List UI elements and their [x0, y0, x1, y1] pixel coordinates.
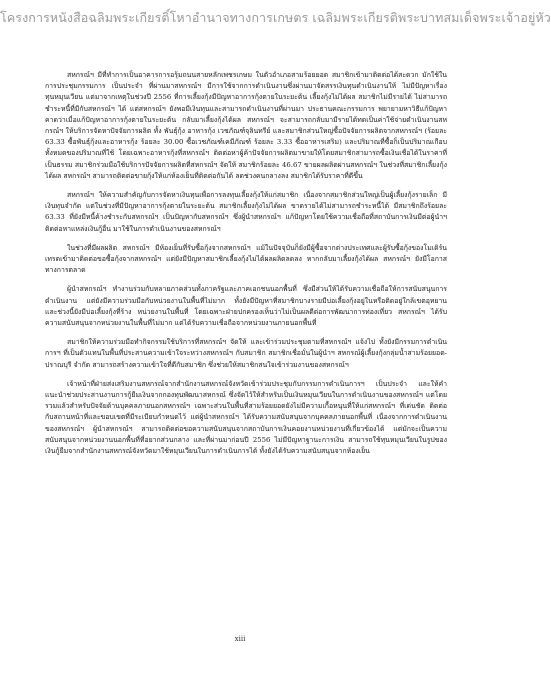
paragraph-3: ในช่วงที่มีผลผลิต สหกรณ์ฯ มีห้องเย็นที่รับซื้อกุ้งจากสหกรณ์ฯ แม้ในปัจจุบันก็ยังมีผู้ซื้อจากต่างประเทศและผู้รับซื้อกุ้งของโมเดิร์นเทรดเข้ามาติดต่อขอซื้อกุ้งจากสหกรณ์ฯ แต่ยังมีปัญหาสมาชิกเลี้ยงกุ้งไม่ได้ผลผลิตลดลง หากกลับมาเลี้ยงกุ้งได้ผล สหกรณ์ฯ ยังมีโอกาสทางการตลาด [45, 243, 447, 275]
paragraph-2: สหกรณ์ฯ ให้ความสำคัญกับการจัดหาเงินทุนเพื่อการลงทุนเลี้ยงกุ้งให้แก่สมาชิก เนื่องจากสมาชิกส่วนใหญ่เป็นผู้เลี้ยงกุ้งรายเล็ก มีเงินทุนจำกัด แต่ในช่วงที่มีปัญหาอาการกุ้งตายในระยะต้น สมาชิกเลี้ยงกุ้งไม่ได้ผล ขาดรายได้ไม่สามารถชำระหนี้ได้ มีสมาชิกถึงร้อยละ 63.33 ที่ยังมีหนี้ค้างชำระกับสหกรณ์ฯ เป็นปัญหากับสหกรณ์ฯ ซึ่งผู้นำสหกรณ์ฯ แก้ปัญหาโดยใช้ความเชื่อถือที่สถาบันการเงินมีต่อผู้นำฯ ติดต่อหาแหล่งเงินกู้อื่น มาใช้ในการดำเนินงานของสหกรณ์ฯ [45, 191, 447, 233]
body-text [45, 70, 447, 465]
paragraph-6: เจ้าหน้าที่ฝ่ายส่งเสริมงานสหกรณ์จากสำนักงานสหกรณ์จังหวัดเข้าร่วมประชุมกับกรรมการดำเนินการฯ เป็นประจำ และให้คำแนะนำช่วยประสานงานการกู้ยืมเงินจากกองทุนพัฒนาสหกรณ์ ซึ่งจัดไว้ให้สำหรับเป็นเงินหมุนเวียนในการดำเนินงานของสหกรณ์ฯ แต่โดยรวมแล้วสำหรับปัจจัยด้านบุคคลภายนอกสหกรณ์ฯ เฉพาะส่วนในพื้นที่สามร้อยยอดยังไม่มีความเกื้อหนุนที่ให้แก่สหกรณ์ฯ ที่เด่นชัด ติดต่อกับสถานหน้าที่และขอบเขตที่มีระเบียบกำหนดไว้ แต่ผู้นำสหกรณ์ฯ ได้รับความสนับสนุนจากบุคคลภายนอกพื้นที่ เนื่องจากการดำเนินงานของสหกรณ์ฯ ผู้นำสหกรณ์ฯ สามารถติดต่อขอความสนับสนุนจากสถาบันการเงินคอยงานหน่วยงานที่เกี่ยวข้องได้ แต่มักจะเป็นความสนับสนุนจากหน่วยงานนอกพื้นที่ที่อยากส่วนกลาง และที่ผ่านมาก่อนปี 2556 ไม่มีปัญหาฐานะการเงิน สามารถใช้ทุนหมุนเวียนในรูปของเงินกู้ยืมจากสำนักงานสหกรณ์จังหวัดมาใช้หมุนเวียนในการดำเนินการได้ ทั้งยังได้รับความสนับสนุนจากห้องเย็น [45, 379, 447, 456]
paragraph-5: สมาชิกให้ความร่วมมือทำกิจกรรมใช้บริการที่สหกรณ์ฯ จัดให้ และเข้าร่วมประชุมตามที่สหกรณ์ฯ แจ้งไป ทั้งยังมีกรรมการดำเนินการฯ ที่เป็นตัวแทนในพื้นที่ประสานความเข้าใจระหว่างสหกรณ์ฯ กับสมาชิก สมาชิกเชื่อมั่นในผู้นำฯ สหกรณ์ผู้เลี้ยงกุ้งกลุ่มน้ำสามร้อยยอด-ปราณบุรี จำกัด สามารถสร้างความเข้าใจที่ดีกับสมาชิก ซึ่งช่วยให้สมาชิกสนใจเข้าร่วมงานของสหกรณ์ฯ [45, 338, 447, 369]
running-header: โครงการหนังสือฉลิมพระเกียรติ์โหาอำนาจทางการเกษตร เฉลิมพระเกียรติพระบาทสมเด็จพระเจ้าอยู่หัว [0, 10, 551, 25]
page-number: xiii [234, 635, 246, 643]
paragraph-4: ผู้นำสหกรณ์ฯ ทำงานร่วมกับหลายภาคส่วนทั้งภาครัฐและภาคเอกชนนอกพื้นที่ ซึ่งมีส่วนให้ได้รับความเชื่อถือให้การสนับสนุนการดำเนินงาน แต่ยังมีความร่วมมือกับหน่วยงานในพื้นที่ไม่มาก ทั้งยังมีปัญหาที่สมาชิกบางรายมีบ่อเลี้ยงกุ้งอยู่ในหรือติดอยู่ใกล้เขตอุทยาน และช่วงนี้ยังมีบ่อเลี้ยงกุ้งที่ร้าง หน่วยงานในพื้นที่ โดยเฉพาะฝ่ายปกครองเห็นว่าไม่เป็นผลดีต่อการพัฒนาการท่องเที่ยว สหกรณ์ฯ ได้รับความสนับสนุนจากหน่วยงานในพื้นที่ไม่มาก แต่ได้รับความเชื่อถือจากหน่วยงานภายนอกพื้นที่ [45, 285, 447, 328]
paragraph-1: สหกรณ์ฯ มีที่ทำการเป็นอาคารการอรุ้มถนนสายหลักเพชรเกษม ในตัวอำเภอสามร้อยยอด สมาชิกเข้ามาติดต่อได้สะดวก มักใช้ในการประชุมกรรมการ เป็นประจำ ที่ผ่านมาสหกรณ์ฯ มีการใช้จากการดำเนินงานซึ่งผ่านมาจัดสรรเงินทุนดำเนินงานให้ ไม่มีปัญหาเรื่องทุนหมุนเวียน แต่มาจากเหตุในช่วงปี 2556 ที่การเลี้ยงกุ้งมีปัญหาอาการกุ้งตายในระยะต้น เลี้ยงกุ้งไม่ได้ผล สมาชิกไม่มีรายได้ ไม่สามารถชำระหนี้ที่มีกับสหกรณ์ฯ ได้ แต่สหกรณ์ฯ ยังพอมีเงินทุนและสามารถดำเนินงานที่ผ่านมา ประธานคณะกรรมการ พยายามหาวิธีแก้ปัญหา คาดว่าเมื่อแก้ปัญหาอาการกุ้งตายในระยะต้น กลับมาเลี้ยงกุ้งได้ผล สหกรณ์ฯ จะสามารถกลับมามีรายได้ทดเป็นค่าใช้จ่ายดำเนินงานสหกรณ์ฯ ให้บริการจัดหาปัจจัยการผลิต ทั้ง พันธุ์กุ้ง อาหารกุ้ง เวชภัณฑ์จุลินทรีย์ และสมาชิกส่วนใหญ่ซื้อปัจจัยการผลิตจากสหกรณ์ฯ (ร้อยละ 63.33 ซื้อพันธุ์กุ้งและอาหารกุ้ง ร้อยละ 30.00 ซื้อเวชภัณฑ์เคมีภัณฑ์ ร้อยละ 3.33 ซื้ออาหารเสริม) และปริมาณที่ซื้อก็เป็นปริมาณเกือบทั้งหมดของปริมาณที่ใช้ โดยเฉพาะอาหารกุ้งที่สหกรณ์ฯ ติดต่อหาผู้ค้าปัจจัยการผลิตมาขายให้โดยสมาชิกสามารถซื้อเงินเชื่อได้ในราคาที่เป็นธรรม สมาชิกร่วมมือใช้บริการปัจจัยการผลิตที่สหกรณ์ฯ จัดให้ สมาชิกร้อยละ 46.67 ขายผลผลิตผ่านสหกรณ์ฯ ในช่วงที่สมาชิกเลี้ยงกุ้งได้ผล สหกรณ์ฯ สามารถติดต่อขายกุ้งให้แก่ห้องเย็นที่ติดต่อกันได้ ลดช่วงคนกลางลง สมาชิกได้รับราคาที่ดีขึ้น [45, 71, 447, 180]
